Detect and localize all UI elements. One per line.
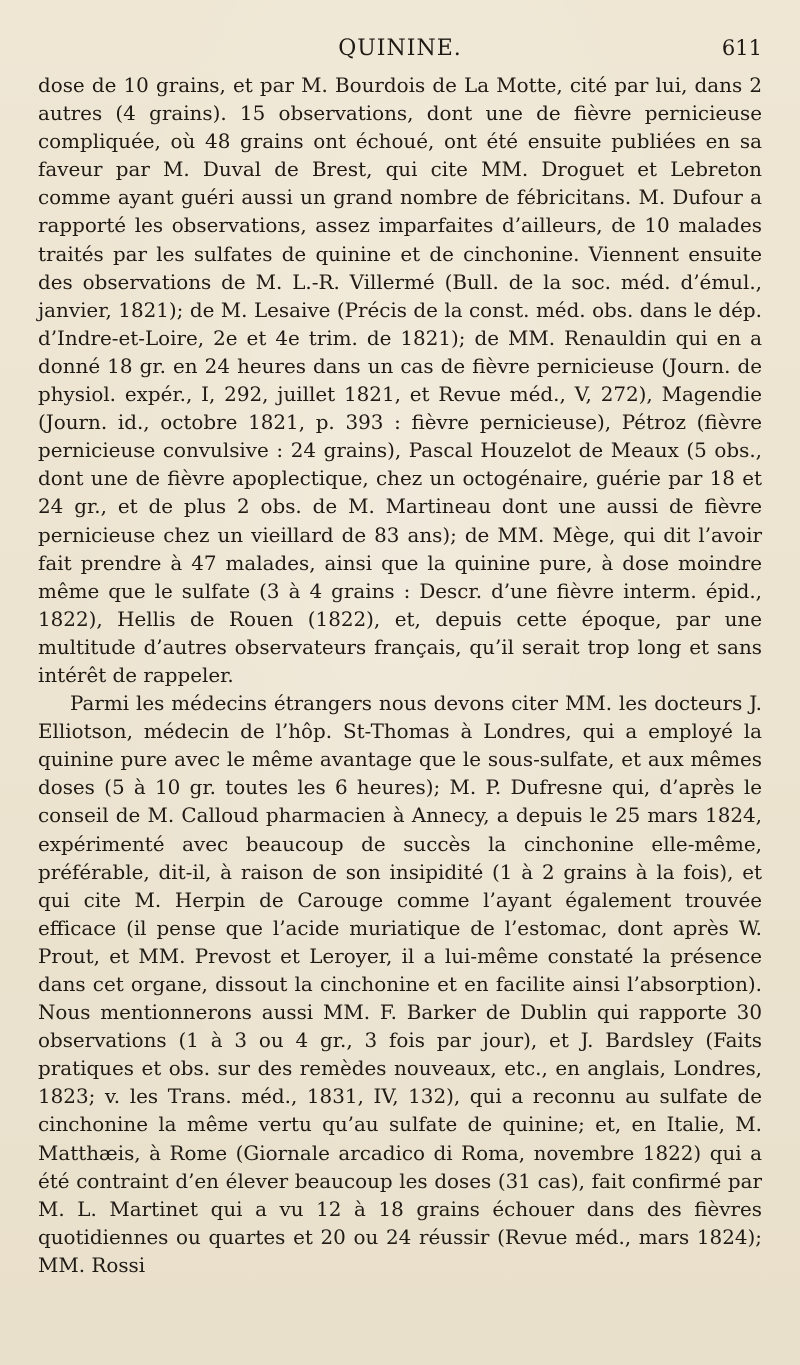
page-header	[38, 36, 762, 68]
paragraph-foreign-physicians: Parmi les médecins étrangers nous devons citer MM. les docteurs J. Elliotson, médecin de l’hôp. St-Thomas à Londres, qui a employé la quinine pure avec le même avantage que le sous-sulfate, et aux mêmes doses (5 à 10 gr. toutes les 6 heures); M. P. Dufresne qui, d’après le conseil de M. Calloud pharmacien à Annecy, a depuis le 25 mars 1824, expérimenté avec beaucoup de succès la cinchonine elle-même, préférable, dit-il, à raison de son insipidité (1 à 2 grains à la fois), et qui cite M. Herpin de Carouge comme l’ayant également trouvée efficace (il pense que l’acide muriatique de l’estomac, dont après W. Prout, et MM. Prevost et Leroyer, il a lui-même constaté la présence dans cet organe, dissout la cinchonine et en facilite ainsi l’absorption). Nous mentionnerons aussi MM. F. Barker de Dublin qui rapporte 30 observations (1 à 3 ou 4 gr., 3 fois par jour), et J. Bardsley (Faits pratiques et obs. sur des remèdes nouveaux, etc., en anglais, Londres, 1823; v. les Trans. méd., 1831, IV, 132), qui a reconnu au sulfate de cinchonine la même vertu qu’au sulfate de quinine; et, en Italie, M. Matthæis, à Rome (Giornale arcadico di Roma, novembre 1822) qui a été contraint d’en élever beaucoup les doses (31 cas), fait confirmé par M. L. Martinet qui a vu 12 à 18 grains échouer dans des fièvres quotidiennes ou quartes et 20 ou 24 réussir (Revue méd., mars 1824); MM. Rossi	[38, 692, 762, 1277]
body-text	[38, 72, 762, 1280]
page-number: 611	[721, 36, 762, 60]
running-title: QUININE.	[338, 36, 462, 61]
paragraph-continued: dose de 10 grains, et par M. Bourdois de La Motte, cité par lui, dans 2 autres (4 grains). 15 observations, dont une de fièvre pernicieuse compliquée, où 48 grains ont échoué, ont été ensuite publiées en sa faveur par M. Duval de Brest, qui cite MM. Droguet et Lebreton comme ayant guéri aussi un grand nombre de fébricitans. M. Dufour a rapporté les observations, assez imparfaites d’ailleurs, de 10 malades traités par les sulfates de quinine et de cinchonine. Viennent ensuite des observations de M. L.-R. Villermé (Bull. de la soc. méd. d’émul., janvier, 1821); de M. Lesaive (Précis de la const. méd. obs. dans le dép. d’Indre-et-Loire, 2e et 4e trim. de 1821); de MM. Renauldin qui en a donné 18 gr. en 24 heures dans un cas de fièvre pernicieuse (Journ. de physiol. expér., I, 292, juillet 1821, et Revue méd., V, 272), Magendie (Journ. id., octobre 1821, p. 393 : fièvre pernicieuse), Pétroz (fièvre pernicieuse convulsive : 24 grains), Pascal Houzelot de Meaux (5 obs., dont une de fièvre apoplectique, chez un octogénaire, guérie par 18 et 24 gr., et de plus 2 obs. de M. Martineau dont une aussi de fièvre pernicieuse chez un vieillard de 83 ans); de MM. Mège, qui dit l’avoir fait prendre à 47 malades, ainsi que la quinine pure, à dose moindre même que le sulfate (3 à 4 grains : Descr. d’une fièvre interm. épid., 1822), Hellis de Rouen (1822), et, depuis cette époque, par une multitude d’autres observateurs français, qu’il serait trop long et sans intérêt de rappeler.	[38, 74, 762, 687]
